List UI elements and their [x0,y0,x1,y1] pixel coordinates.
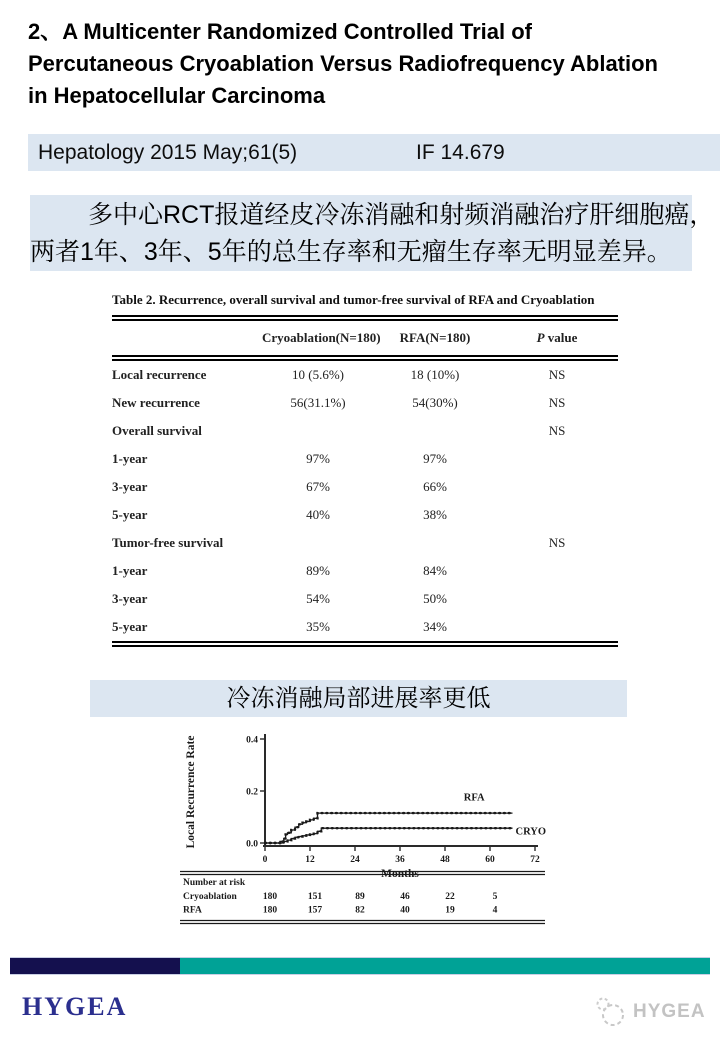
title-line: in Hepatocellular Carcinoma [28,83,326,108]
row-label-cell: 1-year [112,451,148,466]
row-label-cell: Overall survival [112,423,202,438]
journal-info-bar [28,134,720,171]
table-row [112,613,618,644]
number-at-risk-row-label: RFA [183,905,202,916]
pvalue-rest: value [544,330,578,345]
header-pvalue [496,318,618,358]
table-row [112,358,618,389]
y-tick-label: 0.4 [246,735,258,746]
footer-bar-navy-segment [10,958,180,974]
footer-divider-bar [10,957,710,975]
cryoablation-value-cell: 56(31.1%) [290,395,346,410]
cryoablation-value-cell: 89% [306,563,330,578]
cryoablation-value-cell: 97% [306,451,330,466]
table-row [112,529,618,557]
row-label-cell: Local recurrence [112,367,207,382]
cryoablation-value-cell [262,417,374,445]
number-at-risk-value: 82 [355,905,365,916]
x-tick-label: 24 [350,855,360,865]
rfa-value-cell [374,417,496,445]
number-at-risk-header: Number at risk [183,878,246,888]
number-at-risk-value: 19 [445,905,455,916]
number-at-risk-value: 180 [262,905,278,916]
table-header-row [112,318,618,358]
pvalue-cell: NS [548,395,566,410]
watermark-logo-icon [594,996,628,1028]
hygea-watermark [594,996,706,1028]
local-recurrence-chart [178,722,590,930]
cryoablation-value-cell: 35% [306,619,330,634]
cryoablation-value-cell: 40% [306,507,330,522]
row-label-cell: 3-year [112,479,148,494]
conclusion-banner: 冷冻消融局部进展率更低 [90,680,627,717]
hygea-logo: HYGEA [22,992,128,1021]
rfa-value-cell: 38% [423,507,447,522]
table-row [112,389,618,417]
rfa-value-cell: 97% [423,451,447,466]
watermark-text: HYGEA [633,1001,706,1022]
cryoablation-value-cell: 10 (5.6%) [292,367,344,382]
number-at-risk-value: 22 [445,892,455,902]
cryoablation-value-cell [262,529,374,557]
header-empty-cell [112,318,262,358]
row-label-cell: 3-year [112,591,148,606]
pvalue-cell: NS [548,367,566,382]
pvalue-cell [496,613,618,644]
y-tick-label: 0.0 [246,839,258,850]
table-row [112,417,618,445]
number-at-risk-value: 4 [492,905,498,916]
row-label-cell: Tumor-free survival [112,535,224,550]
title-line: Percutaneous Cryoablation Versus Radiofrequency Ablation [28,51,658,76]
x-tick-label: 36 [395,855,405,865]
pvalue-cell [496,445,618,473]
cryoablation-value-cell: 54% [306,591,330,606]
paper-table-figure [112,292,618,647]
x-tick-label: 12 [305,855,315,865]
number-at-risk-value: 157 [307,905,323,916]
cryoablation-value-cell: 67% [306,479,330,494]
table-row [112,445,618,473]
rfa-value-cell: 84% [423,563,447,578]
pvalue-cell [496,473,618,501]
summary-line: 两者1年、3年、5年的总生存率和无瘤生存率无明显差异。 [30,238,672,266]
y-axis-label: Local Recurrence Rate [185,735,197,849]
table-title: Table 2. Recurrence, overall survival and tumor-free survival of RFA and Cryoablation [112,292,595,307]
x-tick-label: 60 [485,855,495,865]
row-label-cell: 5-year [112,619,148,634]
y-tick-label: 0.2 [246,787,258,798]
number-at-risk-value: 5 [492,892,498,902]
x-tick-label: 48 [440,855,450,865]
pvalue-italic-p: P [536,330,545,345]
impact-factor: IF 14.679 [416,141,505,164]
table-row [112,473,618,501]
series-label-cryo: CRYO [515,826,547,838]
row-label-cell: 1-year [112,563,148,578]
title-line: 2、A Multicenter Randomized Controlled Trial of [28,19,533,44]
series-censor-marks-cryo [265,828,513,843]
x-tick-label: 0 [262,855,268,865]
page-title [28,16,708,112]
header-rfa: RFA(N=180) [374,318,496,358]
summary-line: 多中心RCT报道经皮冷冻消融和射频消融治疗肝细胞癌， [88,201,715,229]
footer-bar-teal-segment [180,958,710,974]
pvalue-cell [496,501,618,529]
table-row [112,585,618,613]
results-table [112,315,618,647]
pvalue-cell: NS [548,423,566,438]
summary-box [30,195,715,271]
number-at-risk-value: 40 [400,905,410,916]
number-at-risk-value: 151 [307,892,323,902]
number-at-risk-row-label: Cryoablation [183,892,237,902]
pvalue-cell [496,585,618,613]
rfa-value-cell [374,529,496,557]
number-at-risk-value: 89 [355,892,365,902]
table-row [112,557,618,585]
pvalue-cell [496,557,618,585]
row-label-cell: 5-year [112,507,148,522]
rfa-value-cell: 54(30%) [412,395,458,410]
pvalue-cell: NS [548,535,566,550]
row-label-cell: New recurrence [112,395,200,410]
header-cryoablation: Cryoablation(N=180) [262,318,374,358]
number-at-risk-value: 180 [262,892,278,902]
rfa-value-cell: 18 (10%) [410,367,460,382]
number-at-risk-value: 46 [400,892,410,902]
x-axis-label: Months [381,868,419,880]
series-label-rfa: RFA [463,792,485,804]
table-row [112,501,618,529]
rfa-value-cell: 34% [423,619,447,634]
x-tick-label: 72 [530,855,540,865]
rfa-value-cell: 50% [423,591,447,606]
journal-reference: Hepatology 2015 May;61(5) [38,141,298,164]
rfa-value-cell: 66% [423,479,447,494]
